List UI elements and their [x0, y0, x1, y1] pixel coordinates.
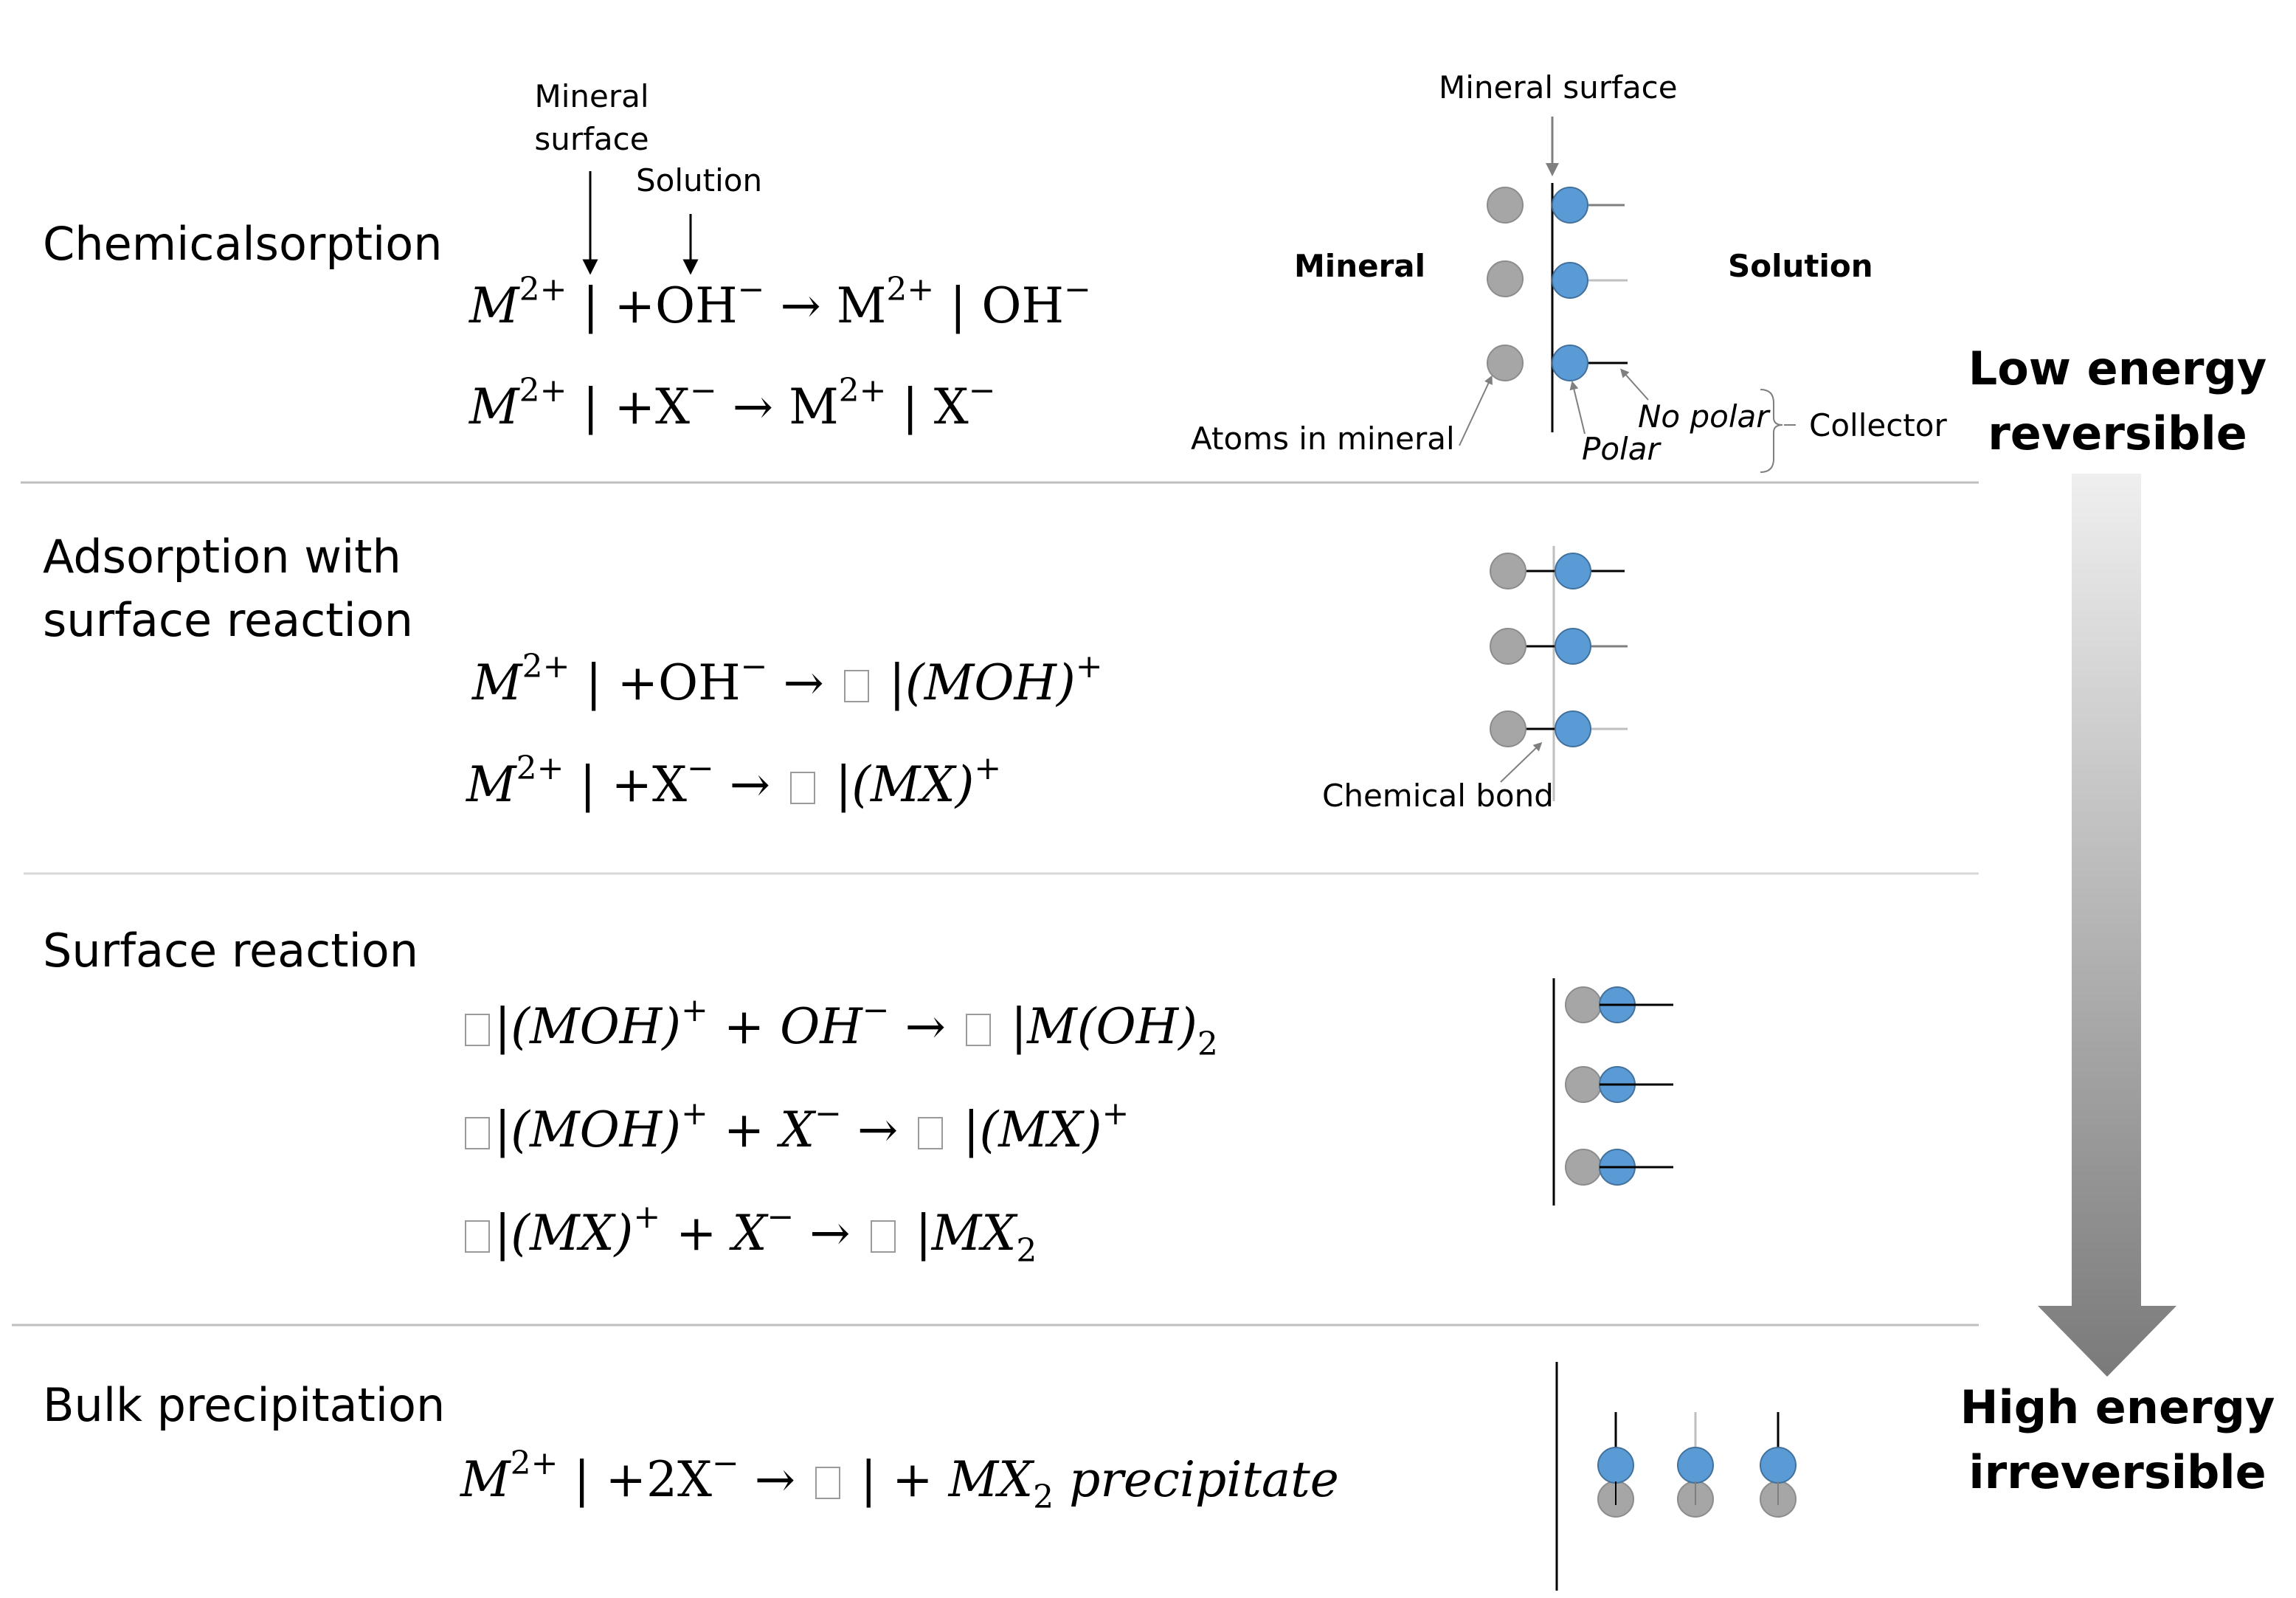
collector-head-icon [1760, 1447, 1796, 1483]
mineral-atom-icon [1566, 1149, 1601, 1185]
pointer-polar [1573, 385, 1585, 434]
mineral-atom-icon [1487, 345, 1523, 381]
label-chemical-bond: Chemical bond [1322, 778, 1554, 814]
adsorption-diagram [1490, 546, 1628, 801]
collector-brace [1760, 390, 1782, 472]
label-collector: Collector [1809, 407, 1947, 443]
energy-label-low: Low energy reversible [1968, 342, 2267, 460]
energy-label-high: High energy irreversible [1960, 1380, 2275, 1499]
equation-chemisorption-x: $M^{2+}$ | $+X^- \to M^{2+}$ | X− [469, 372, 996, 435]
annotation-solution: Solution [636, 162, 763, 198]
pointer-chemical-bond [1501, 745, 1539, 782]
collector-head-icon [1555, 553, 1591, 589]
equation-bulk-precipitation: $M^{2+}$ | +2X− → | + $MX_2$ precipitate [460, 1445, 1339, 1516]
collector-head-icon [1552, 263, 1588, 298]
stage-title-adsorption-line1: Adsorption with [43, 530, 401, 584]
equation-surface-moh-x: |(MOH)+ + X− → |(MX)+ [460, 1101, 1129, 1160]
stage-title-chemicalsorption: Chemicalsorption [43, 217, 443, 271]
collector-head-icon [1678, 1447, 1713, 1483]
equation-surface-moh-oh: $|(MOH)^+ + OH^- \to |M(OH)_2$ [460, 997, 1218, 1056]
chemisorption-diagram [1459, 117, 1796, 472]
label-solution: Solution [1728, 248, 1873, 284]
equation-adsorption-x: $M^{2+}$ | +X− → |(MX)+ [466, 750, 1002, 813]
equation-surface-mx-x: $|(MX)^+ + X^- \to |MX_2$ [460, 1204, 1037, 1263]
label-polar: Polar [1582, 431, 1660, 467]
mineral-atom-icon [1487, 187, 1523, 223]
stage-title-adsorption-line2: surface reaction [43, 593, 413, 647]
surface-reaction-diagram [1554, 978, 1673, 1206]
bulk-precipitation-diagram [1557, 1362, 1796, 1591]
mineral-atom-icon [1566, 987, 1601, 1023]
mineral-atom-icon [1490, 711, 1526, 747]
equation-adsorption-oh: $M^{2+}$ | +OH− → |(MOH)+ [472, 648, 1103, 711]
label-mineral: Mineral [1294, 248, 1426, 284]
label-atoms-in-mineral: Atoms in mineral [1191, 421, 1455, 457]
stage-title-bulk-precipitation: Bulk precipitation [43, 1378, 446, 1432]
pointer-atoms [1459, 379, 1490, 446]
stage-title-surface-reaction: Surface reaction [43, 924, 419, 978]
label-mineral-surface: Mineral surface [1439, 69, 1678, 106]
collector-head-icon [1555, 629, 1591, 664]
annotation-mineral-surface: Mineral surface [534, 78, 649, 157]
energy-gradient-arrow [2038, 474, 2176, 1377]
mineral-atom-icon [1490, 629, 1526, 664]
collector-head-icon [1555, 711, 1591, 747]
equation-chemisorption-oh: $M^{2+}$ | $+OH^- \to M^{2+}$ | OH− [469, 271, 1091, 334]
label-no-polar: No polar [1638, 398, 1769, 435]
collector-head-icon [1552, 345, 1588, 381]
pointer-no-polar [1623, 372, 1648, 400]
collector-head-icon [1598, 1447, 1633, 1483]
mineral-atom-icon [1487, 261, 1523, 297]
mineral-atom-icon [1566, 1067, 1601, 1102]
mineral-atom-icon [1490, 553, 1526, 589]
collector-head-icon [1552, 187, 1588, 223]
